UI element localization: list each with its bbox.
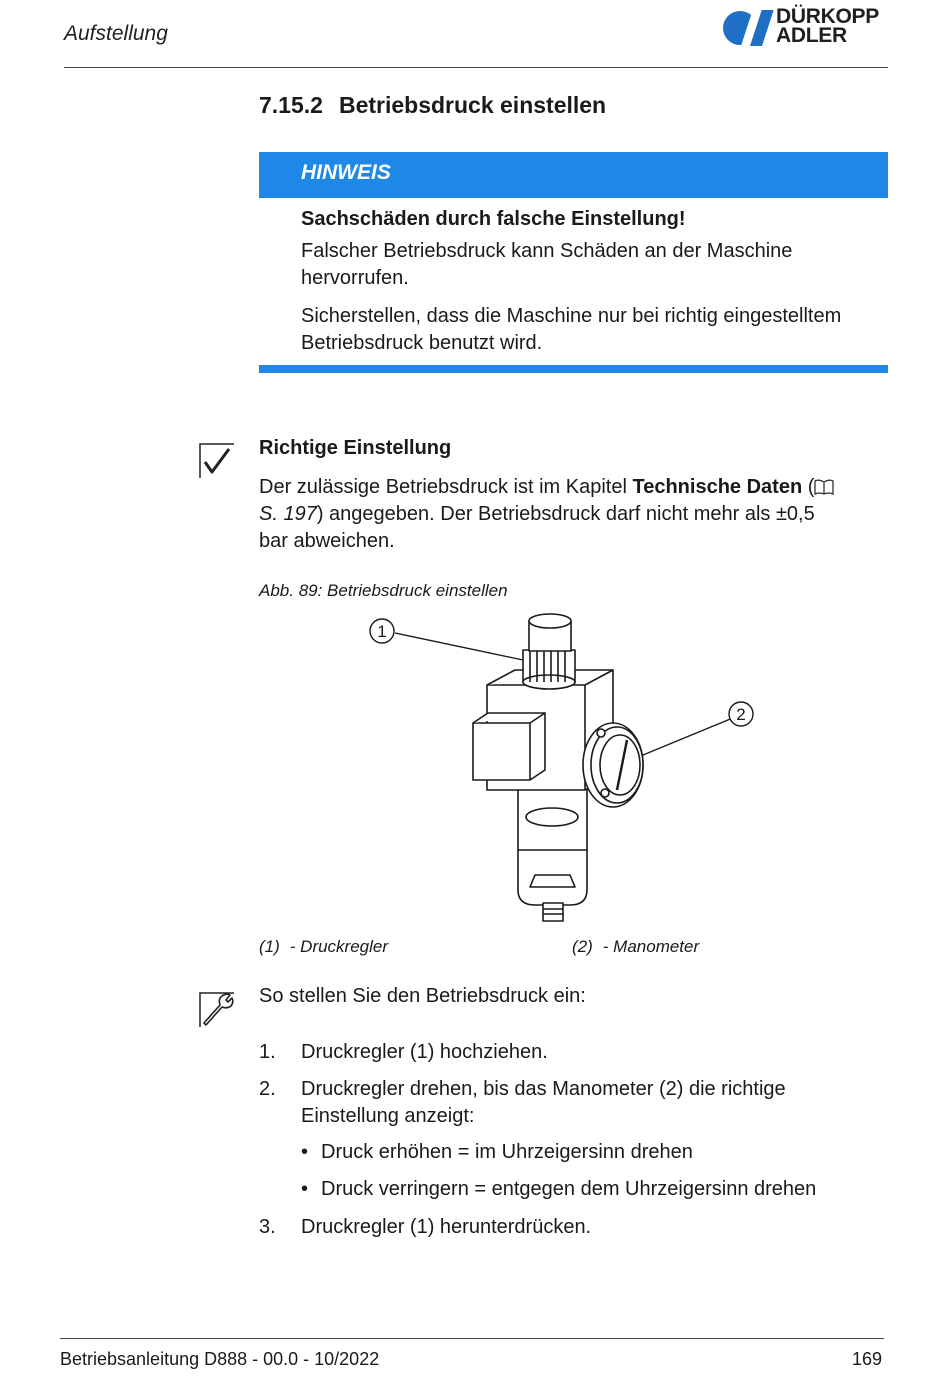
notice-bottom-bar [259,365,888,373]
correct-setting-heading: Richtige Einstellung [259,437,452,459]
correct-setting-text [259,474,839,555]
step-text: Druckregler (1) hochziehen. [301,1041,548,1063]
step-number: 1. [259,1041,276,1063]
legend-text: - Druckregler [289,937,389,956]
step-number: 2. [259,1078,276,1100]
bullet-dot: • [301,1178,309,1200]
step-text: Druckregler drehen, bis das Manometer (2) die richtige Einstellung anzeigt: [301,1078,786,1127]
callout-2: 2 [736,705,746,724]
book-icon [814,479,834,495]
notice-label: HINWEIS [301,161,391,184]
step-number: 3. [259,1216,276,1238]
pressure-regulator-figure [355,605,775,935]
legend-key: (2) [572,937,593,956]
page-number: 169 [852,1349,883,1369]
figure-caption: Abb. 89: Betriebsdruck einstellen [259,581,508,600]
notice-paragraph-1: Falscher Betriebsdruck kann Schäden an der Maschine hervorrufen. [301,240,793,289]
chapter-reference: Technische Daten [632,476,803,498]
bullet-1 [301,1141,881,1169]
page-reference-link[interactable]: S. 197 [259,503,317,525]
step-text: Druckregler (1) herunterdrücken. [301,1216,592,1238]
notice-paragraph-2: Sicherstellen, dass die Maschine nur bei richtig eingestelltem Betriebsdruck benutzt wird. [301,305,842,354]
section-title-text: Betriebsdruck einstellen [338,92,607,118]
bullet-dot: • [301,1141,309,1163]
bullet-text: Druck verringern = entgegen dem Uhrzeigersinn drehen [321,1178,817,1200]
section-title [259,92,606,119]
legend-item-1 [259,937,388,957]
legend-item-2 [572,937,699,957]
legend-key: (1) [259,937,280,956]
page-header-title: Aufstellung [64,22,168,45]
callout-1: 1 [377,622,387,641]
step-2 [259,1076,879,1132]
step-3 [259,1214,879,1244]
wrench-icon [199,992,235,1028]
footer-rule [60,1338,884,1339]
text-part: ) angegeben. Der Betriebsdruck darf nicht mehr als ±0,5 bar abweichen. [259,503,815,552]
section-number: 7.15.2 [259,92,323,118]
header-rule [64,67,888,68]
logo-line1: DÜRKOPP [776,5,879,28]
check-icon [199,443,235,479]
legend-text: - Manometer [602,937,700,956]
step-1 [259,1039,879,1069]
footer-document-id: Betriebsanleitung D888 - 00.0 - 10/2022 [60,1349,380,1369]
brand-logo [722,6,892,50]
notice-heading: Sachschäden durch falsche Einstellung! [301,208,686,230]
bullet-text: Druck erhöhen = im Uhrzeigersinn drehen [321,1141,693,1163]
logo-line2: ADLER [776,24,847,47]
instructions-intro: So stellen Sie den Betriebsdruck ein: [259,985,586,1007]
logo-mark-icon [722,6,774,50]
text-part: ( [802,476,815,498]
bullet-2 [301,1178,881,1206]
text-part: Der zulässige Betriebsdruck ist im Kapitel [259,476,633,498]
